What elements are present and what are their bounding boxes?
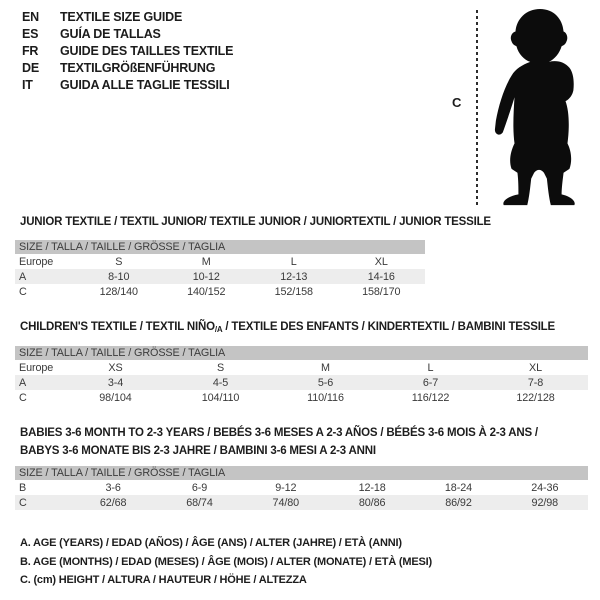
- lang-label: TEXTILGRÖßENFÜHRUNG: [60, 61, 216, 75]
- cell: 86/92: [415, 495, 501, 510]
- junior-size-table: [15, 240, 425, 299]
- cell: 3-4: [63, 375, 168, 390]
- cell: 6-9: [191, 481, 208, 494]
- cell: 24-36: [531, 481, 559, 494]
- junior-section-title: JUNIOR TEXTILE / TEXTIL JUNIOR/ TEXTILE JUNIOR / JUNIORTEXTIL / JUNIOR TESSILE: [20, 216, 491, 228]
- size-header-cell: SIZE / TALLA / TAILLE / GRÖSSE / TAGLIA: [15, 466, 588, 480]
- lang-label: GUIDE DES TAILLES TEXTILE: [60, 44, 234, 58]
- row-label: Europe: [19, 255, 54, 268]
- cell: 92/98: [502, 495, 588, 510]
- children-size-table: [15, 346, 588, 405]
- lang-label: GUIDA ALLE TAGLIE TESSILI: [60, 78, 230, 92]
- row-label: B: [19, 481, 27, 494]
- cell: XL: [528, 361, 542, 374]
- legend-line-a: A. AGE (YEARS) / EDAD (AÑOS) / ÂGE (ANS) / ALTER (JAHRE) / ETÀ (ANNI): [20, 537, 402, 549]
- cell: 80/86: [329, 495, 415, 510]
- cell: XS: [108, 361, 123, 374]
- lang-code: DE: [22, 61, 39, 75]
- lang-row-it: [22, 77, 233, 94]
- table-row: [15, 284, 425, 299]
- row-label: C: [15, 495, 70, 510]
- cell: 8-10: [75, 269, 163, 284]
- cell: M: [201, 255, 211, 268]
- title-subscript: /A: [214, 325, 223, 334]
- size-header-row: [15, 346, 588, 360]
- babies-title-line1: BABIES 3-6 MONTH TO 2-3 YEARS / BEBÉS 3-6 MESES A 2-3 AÑOS / BÉBÉS 3-6 MOIS À 2-3 ANS /: [20, 427, 538, 439]
- lang-code: EN: [22, 10, 39, 24]
- cell: M: [321, 361, 330, 374]
- size-header-row: [15, 466, 588, 480]
- lang-row-fr: [22, 43, 233, 60]
- table-row: [15, 360, 588, 375]
- table-row: [15, 390, 588, 405]
- cell: 128/140: [99, 285, 138, 298]
- babies-title-line2: BABYS 3-6 MONATE BIS 2-3 JAHRE / BAMBINI 3-6 MESI A 2-3 ANNI: [20, 445, 376, 457]
- legend-line-b: B. AGE (MONTHS) / EDAD (MESES) / ÂGE (MOIS) / ALTER (MONATE) / ETÀ (MESI): [20, 555, 432, 568]
- cell: 12-13: [250, 269, 338, 284]
- cell: 6-7: [378, 375, 483, 390]
- cell: 116/122: [411, 391, 450, 404]
- legend-line-c: C. (cm) HEIGHT / ALTURA / HAUTEUR / HÖHE / ALTEZZA: [20, 574, 307, 586]
- cell: 18-24: [444, 481, 473, 494]
- title-text: CHILDREN'S TEXTILE / TEXTIL NIÑO: [20, 321, 215, 333]
- cell: 98/104: [99, 391, 132, 404]
- cell: 152/158: [274, 285, 313, 298]
- lang-row-en: [22, 9, 233, 26]
- lang-label: TEXTILE SIZE GUIDE: [60, 10, 183, 24]
- cell: 9-12: [275, 481, 297, 494]
- cell: 4-5: [168, 375, 273, 390]
- height-measure-label: C: [452, 95, 462, 110]
- height-measure-figure: [440, 0, 600, 220]
- language-title-block: [22, 9, 233, 94]
- babies-section-title: [20, 424, 538, 460]
- row-label: C: [19, 391, 27, 404]
- cell: 7-8: [483, 375, 588, 390]
- height-dashed-line: [476, 10, 478, 208]
- size-header-cell: SIZE / TALLA / TAILLE / GRÖSSE / TAGLIA: [15, 240, 425, 254]
- row-label: Europe: [19, 361, 54, 374]
- cell: 104/110: [201, 391, 240, 404]
- toddler-silhouette-icon: [484, 6, 598, 212]
- row-label: A: [15, 375, 63, 390]
- lang-code: ES: [22, 27, 39, 41]
- lang-label: GUÍA DE TALLAS: [60, 27, 161, 41]
- table-row: [15, 254, 425, 269]
- cell: 140/152: [187, 285, 226, 298]
- babies-size-table: [15, 466, 588, 510]
- table-row: [15, 375, 588, 390]
- lang-row-de: [22, 60, 233, 77]
- cell: 5-6: [273, 375, 378, 390]
- row-label: A: [15, 269, 75, 284]
- cell: S: [216, 361, 225, 374]
- cell: L: [427, 361, 434, 374]
- children-section-title: [20, 318, 555, 339]
- measure-legend: [20, 534, 432, 590]
- cell: 10-12: [163, 269, 251, 284]
- size-header-row: [15, 240, 425, 254]
- row-label: C: [19, 285, 27, 298]
- cell: 68/74: [156, 495, 242, 510]
- cell: XL: [374, 255, 388, 268]
- cell: 158/170: [362, 285, 401, 298]
- table-row: [15, 495, 588, 510]
- cell: 62/68: [70, 495, 156, 510]
- lang-row-es: [22, 26, 233, 43]
- cell: 12-18: [358, 481, 386, 494]
- cell: 14-16: [338, 269, 426, 284]
- cell: L: [290, 255, 297, 268]
- title-text: / TEXTILE DES ENFANTS / KINDERTEXTIL / BAMBINI TESSILE: [222, 321, 555, 333]
- size-header-cell: SIZE / TALLA / TAILLE / GRÖSSE / TAGLIA: [15, 346, 588, 360]
- cell: S: [115, 255, 123, 268]
- cell: 74/80: [243, 495, 329, 510]
- table-row: [15, 480, 588, 495]
- cell: 110/116: [307, 391, 344, 404]
- cell: 122/128: [516, 391, 555, 404]
- lang-code: FR: [22, 44, 39, 58]
- table-row: [15, 269, 425, 284]
- lang-code: IT: [22, 78, 33, 92]
- cell: 3-6: [105, 481, 121, 494]
